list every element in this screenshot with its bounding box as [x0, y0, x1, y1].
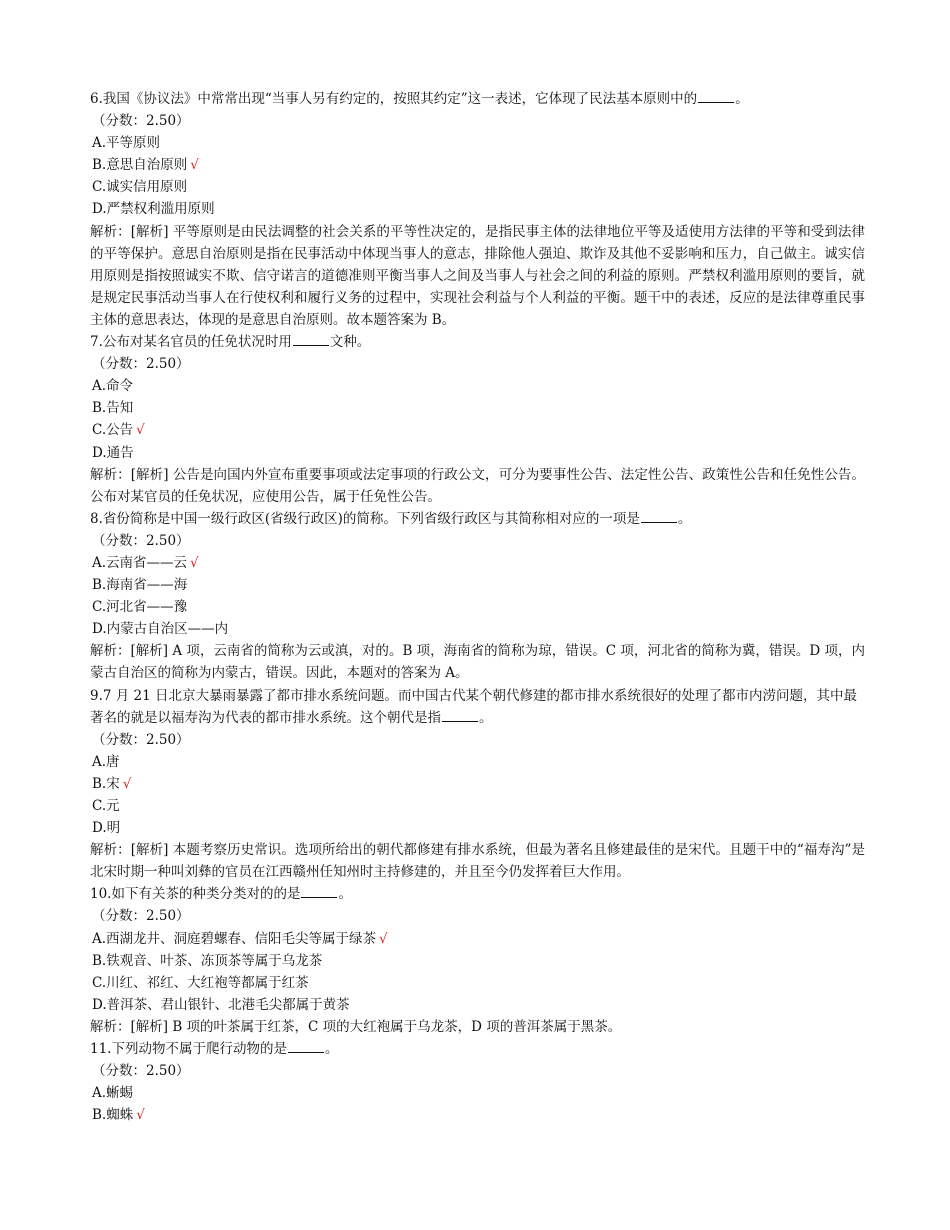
option-d: D.明	[92, 820, 121, 837]
question-11	[90, 1038, 865, 1126]
question-6	[90, 88, 865, 331]
answer-blank	[301, 883, 337, 898]
option-c: C.元	[92, 798, 120, 814]
option-d: D.通告	[92, 444, 134, 461]
score-label: （分数：2.50）	[92, 532, 190, 549]
option-d: D.内蒙古自治区——内	[92, 621, 229, 638]
question-stem: 6.我国《协议法》中常常出现“当事人另有约定的，按照其约定”这一表述，它体现了民法基本原则中的 。	[90, 88, 865, 110]
question-stem: 8.省份简称是中国一级行政区(省级行政区)的简称。下列省级行政区与其简称相对应的一项是 。	[90, 508, 865, 530]
analysis-text: 解析：[解析] B 项的叶茶属于红茶，C 项的大红袍属于乌龙茶，D 项的普洱茶属于黑茶。	[90, 1018, 622, 1035]
exam-page	[90, 88, 865, 1126]
question-stem: 7.公布对某名官员的任免状况时用 文种。	[90, 331, 865, 353]
correct-check-icon: √	[190, 157, 199, 174]
question-9	[90, 685, 865, 884]
question-stem: 11.下列动物不属于爬行动物的是 。	[90, 1038, 865, 1060]
answer-blank	[442, 707, 478, 722]
option-a: A.平等原则	[92, 135, 161, 152]
correct-check-icon: √	[190, 554, 199, 571]
answer-blank	[293, 331, 329, 346]
option-b: B.铁观音、叶茶、冻顶茶等属于乌龙茶	[92, 952, 323, 969]
option-b: B.海南省——海	[92, 577, 188, 594]
correct-check-icon: √	[122, 775, 132, 792]
question-10	[90, 883, 865, 1038]
option-a: A.命令	[92, 378, 134, 395]
score-label: （分数：2.50）	[92, 731, 190, 748]
option-a: A.蜥蜴	[92, 1085, 134, 1102]
analysis-text: 解析：[解析] 平等原则是由民法调整的社会关系的平等性决定的，是指民事主体的法律地位平等及适使用方法律的平等和受到法律的平等保护。意思自治原则是指在民事活动中体现当事人的意志，排除他人强迫、欺诈及其他不妥影响和压力，自己做主。诚实信用原则是指按照诚实不欺、信守诺言的道德准则平衡当事人之间及当事人与社会之间的利益的原则。严禁权利滥用原则的要旨，就是规定民事活动当事人在行使权利和履行义务的过程中，实现社会利益与个人利益的平衡。题干中的表述，反应的是法律尊重民事主体的意思表达，体现的是意思自治原则。故本题答案为 B。	[90, 223, 865, 328]
score-label: （分数：2.50）	[92, 113, 190, 130]
question-stem: 10.如下有关茶的种类分类对的的是 。	[90, 883, 865, 905]
option-b: B.宋 √	[92, 775, 132, 792]
score-label: （分数：2.50）	[92, 1063, 190, 1080]
option-b: B.告知	[92, 400, 134, 417]
option-a: A.云南省——云 √	[92, 554, 199, 571]
option-c: C.川红、祁红、大红袍等都属于红茶	[92, 974, 309, 991]
option-a: A.西湖龙井、洞庭碧螺春、信阳毛尖等属于绿茶 √	[92, 930, 388, 947]
question-8	[90, 508, 865, 685]
answer-blank	[641, 508, 677, 523]
option-a: A.唐	[92, 753, 120, 770]
answer-blank	[698, 88, 734, 103]
option-d: D.普洱茶、君山银针、北港毛尖都属于黄茶	[92, 996, 350, 1013]
option-c: C.诚实信用原则	[92, 179, 188, 196]
option-b: B.蜘蛛 √	[92, 1107, 145, 1124]
option-d: D.严禁权利滥用原则	[92, 201, 215, 218]
analysis-text: 解析：[解析] A 项，云南省的简称为云或滇，对的。B 项，海南省的简称为琼，错误。C 项，河北省的简称为冀，错误。D 项，内蒙古自治区的简称为内蒙古，错误。因此，本题对的答案为 A。	[90, 643, 865, 682]
answer-blank	[288, 1038, 324, 1053]
question-7	[90, 331, 865, 508]
option-b: B.意思自治原则 √	[92, 157, 199, 174]
score-label: （分数：2.50）	[92, 356, 190, 373]
option-c: C.河北省——豫	[92, 599, 188, 616]
analysis-text: 解析：[解析] 公告是向国内外宣布重要事项或法定事项的行政公文，可分为要事性公告、法定性公告、政策性公告和任免性公告。公布对某官员的任免状况，应使用公告，属于任免性公告。	[90, 466, 865, 505]
score-label: （分数：2.50）	[92, 908, 190, 925]
correct-check-icon: √	[379, 930, 388, 947]
option-c: C.公告 √	[92, 422, 145, 439]
analysis-text: 解析：[解析] 本题考察历史常识。选项所给出的朝代都修建有排水系统，但最为著名且修建最佳的是宋代。且题干中的“福寿沟”是北宋时期一种叫刘彝的官员在江西赣州任知州时主持修建的，并且至今仍发挥着巨大作用。	[90, 842, 865, 881]
question-stem: 9.7 月 21 日北京大暴雨暴露了都市排水系统问题。而中国古代某个朝代修建的都市排水系统很好的处理了都市内涝问题，其中最著名的就是以福寿沟为代表的都市排水系统。这个朝代是指 。	[90, 687, 858, 726]
correct-check-icon: √	[136, 422, 145, 439]
correct-check-icon: √	[136, 1107, 145, 1124]
